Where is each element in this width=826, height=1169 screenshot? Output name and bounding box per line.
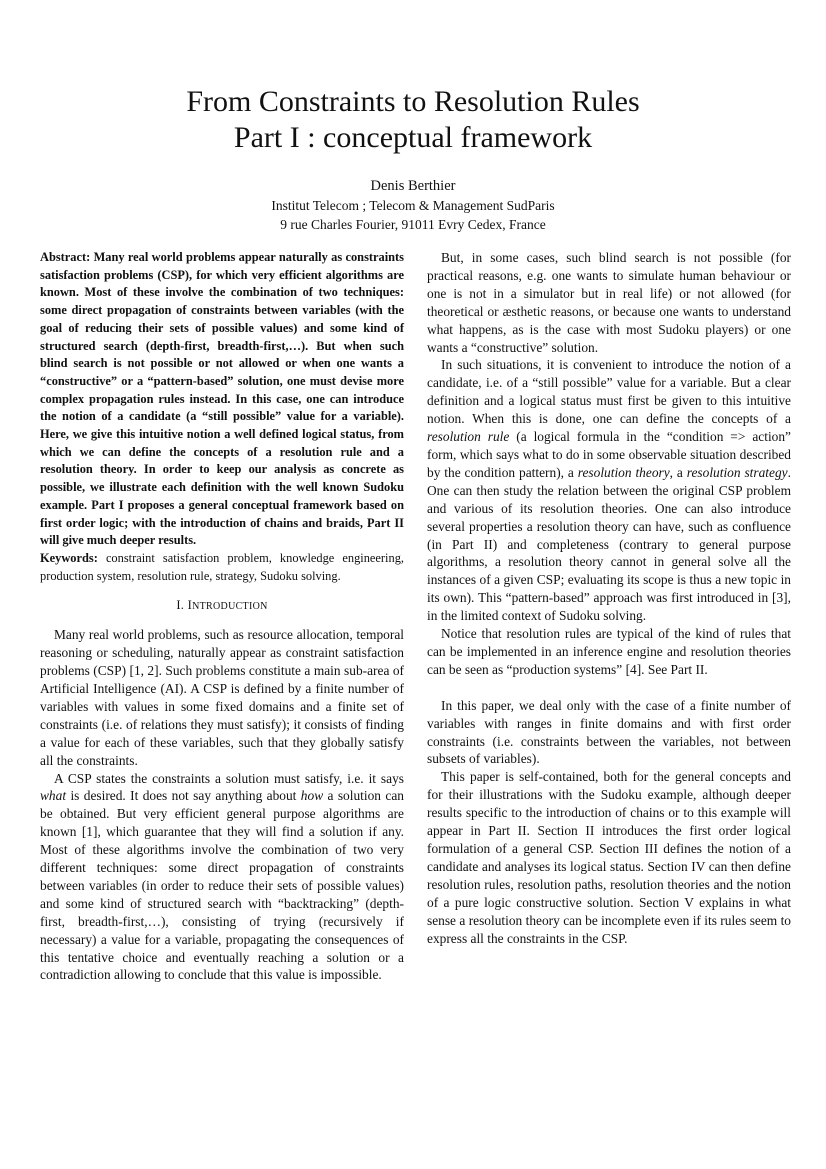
title-line-2: Part I : conceptual framework xyxy=(233,121,593,154)
abstract xyxy=(40,249,404,550)
affiliation-line-1: Institut Telecom ; Telecom & Management SudParis xyxy=(271,198,555,213)
section-numeral: I. xyxy=(176,598,185,613)
abstract-text: Many real world problems appear naturally as constraints satisfaction problems (CSP), for which very efficient algorithms are known. Most of these involve the combination of two techniques: some direct propagation of constraints between variables (with the goal of reducing their sets of possible values) and some kind of structured search (depth-first, breadth-first,…). But when such blind search is not possible or not allowed or when one wants a “constructive” or a “pattern-based” solution, one must devise more complex propagation rules instead. In this case, one can introduce the notion of a candidate (a “still possible” value for a variable). Here, we give this intuitive notion a well defined logical status, from which we can define the concepts of a resolution rule and a resolution theory. In order to keep our analysis as concrete as possible, we illustrate each definition with the well known Sudoku example. Part I proposes a general conceptual framework based on first order logic; with the introduction of chains and braids, Part II will give much deeper results. xyxy=(40,250,404,548)
right-paragraph-1: But, in some cases, such blind search is not possible (for practical reasons, e.g. one wants to simulate human behaviour or one is not in a simulator but in real life) or not allowed (for theoretical or æsthetic reasons, or because one wants to understand what happens, as is the case with most Sudoku players) or one wants a “constructive” solution. xyxy=(427,250,791,355)
right-paragraph-3: Notice that resolution rules are typical of the kind of rules that can be implemented in an inference engine and resolution theories can be seen as “production systems” [4]. See Part II. xyxy=(427,626,791,677)
rp2-part-d: . One can then study the relation between the original CSP problem and various of its resolution theories. One can also introduce several properties a resolution theory can have, such as confluence (in Part II) and completeness (contrary to general purpose algorithms, a resolution theory cannot in general solve all the instances of a given CSP; evaluating its scope is thus a new topic in its own). This “pattern-based” approach was first introduced in [3], in the limited context of Sudoku solving. xyxy=(427,464,791,624)
title-line-1: From Constraints to Resolution Rules xyxy=(186,85,640,118)
right-column xyxy=(427,249,791,947)
section-rest: NTRODUCTION xyxy=(192,601,268,613)
rp2-italic-resolution-theory: resolution theory xyxy=(577,464,670,480)
keywords xyxy=(40,550,404,585)
rp2-italic-resolution-strategy: resolution strategy xyxy=(686,464,788,480)
intro-paragraph-1: Many real world problems, such as resource allocation, temporal reasoning or scheduling, naturally appear as constraint satisfaction problems (CSP) [1, 2]. Such problems constitute a main sub-area of Artificial Intelligence (AI). A CSP is defined by a finite number of variables with values in some fixed domains and a finite set of constraints (i.e. of relations they must satisfy); it consists of finding a value for each of these variables, such that they globally satisfy all the constraints. xyxy=(40,627,404,768)
rp2-part-c: , a xyxy=(669,464,683,480)
rp2-italic-resolution-rule: resolution rule xyxy=(427,429,510,445)
left-column xyxy=(40,249,404,984)
p2-part-c: a solution can be obtained. But very efficient general purpose algorithms are known [1], which guarantee that they will find a solution if any. Most of these algorithms involve the combination of two very different techniques: some direct propagation of constraints between variables (in order to reduce their sets of possible values) and some kind of structured search with “backtracking” (depth-first, breadth-first,…), consisting of trying (recursively if necessary) a value for a variable, propagating the consequences of this tentative choice and eventually reaching a solution or a contradiction allowing to conclude that this value is impossible. xyxy=(40,788,404,983)
rp2-part-b: (a logical formula in the “condition => action” form, which says what to do in some observable situation described by the condition pattern), a xyxy=(427,429,792,480)
rp2-part-a: In such situations, it is convenient to introduce the notion of a candidate, i.e. of a “still possible” value for a variable. But a clear definition and a logical status must first be given to this intuitive notion. When this is done, one can define the concepts of a xyxy=(427,357,791,427)
section-initial: I xyxy=(187,598,193,613)
affiliation-line-2: 9 rue Charles Fourier, 91011 Evry Cedex, France xyxy=(280,217,546,232)
intro-paragraph-2 xyxy=(40,770,404,985)
right-paragraph-5: This paper is self-contained, both for the general concepts and for their illustrations with the Sudoku example, although deeper results specific to the introduction of chains or to this example will appear in Part II. Section II introduces the first order logical formulation of a general CSP. Section III defines the notion of a candidate and analyses its logical status. Section IV can then define resolution rules, resolution paths, resolution theories and the notion of a pure logic constructive solution. Section V explains in what sense a resolution theory can be incomplete even if its rules seem to express all the constraints in the CSP. xyxy=(427,769,791,946)
section-heading-introduction xyxy=(40,597,404,616)
p2-italic-how: how xyxy=(300,788,324,804)
right-paragraph-2 xyxy=(427,356,791,625)
keywords-text: constraint satisfaction problem, knowledge engineering, production system, resolution rule, strategy, Sudoku solving. xyxy=(40,550,404,583)
author-name: Denis Berthier xyxy=(370,178,456,194)
p2-part-a: A CSP states the constraints a solution must satisfy, i.e. it says xyxy=(54,770,404,786)
p2-part-b: is desired. It does not say anything about xyxy=(70,788,297,804)
abstract-label: Abstract: xyxy=(40,250,91,264)
paper-title xyxy=(0,84,826,156)
paragraph-gap xyxy=(427,679,791,697)
keywords-label: Keywords: xyxy=(40,550,98,565)
right-paragraph-4: In this paper, we deal only with the case of a finite number of variables with ranges in finite domains and with first order constraints (i.e. constraints between the variables, not between subsets of variables). xyxy=(427,697,791,767)
p2-italic-what: what xyxy=(40,788,67,804)
paper-header xyxy=(0,84,826,234)
